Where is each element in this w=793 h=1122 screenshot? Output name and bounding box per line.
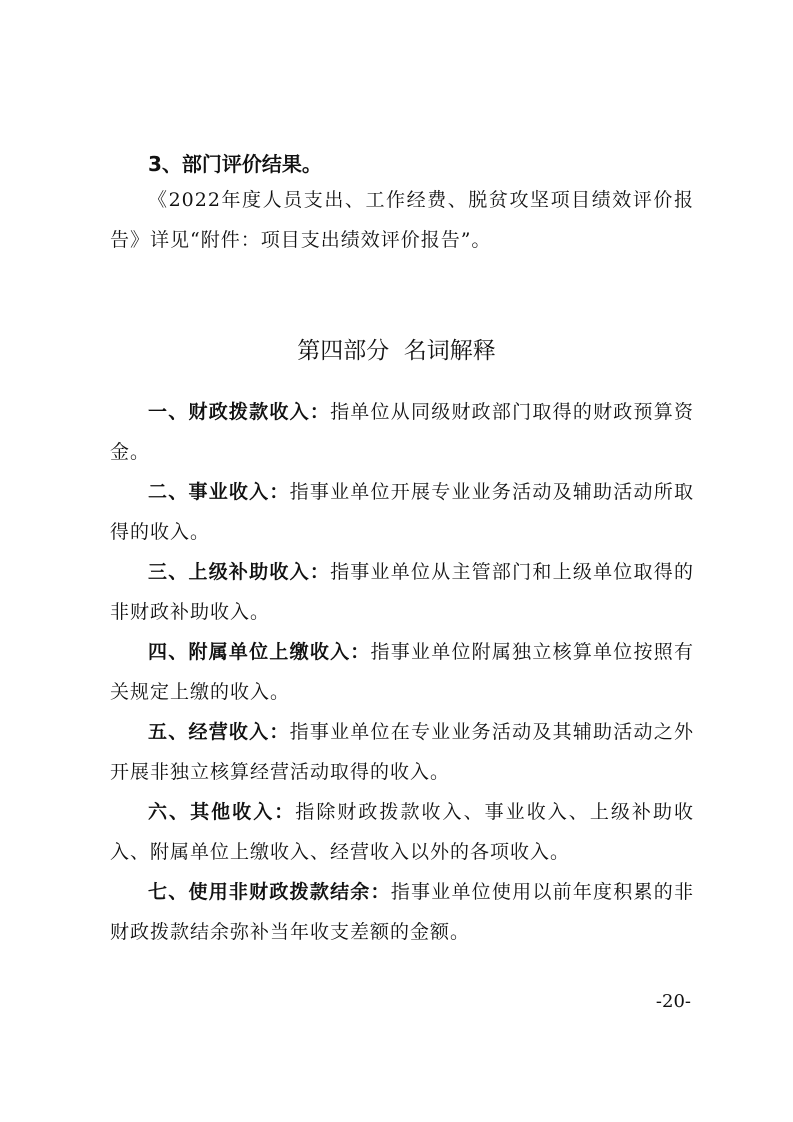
definition-term: 三、上级补助收入： (148, 561, 331, 583)
part-title-glossary: 第四部分 名词解释 (297, 338, 496, 364)
definition-term: 六、其他收入： (148, 801, 296, 823)
definition-term: 二、事业收入： (148, 481, 290, 503)
definition-paragraph (110, 632, 694, 712)
definition-text: 指除财政拨款收入、事业收入、上级补助收入、附属单位上缴收入、经营收入以外的各项收入。 (110, 801, 694, 863)
definition-text: 指事业单位使用以前年度积累的非财政拨款结余弥补当年收支差额的金额。 (110, 881, 694, 943)
definition-text: 指事业单位开展专业业务活动及辅助活动所取得的收入。 (110, 481, 694, 543)
definition-paragraph (110, 392, 694, 472)
definition-paragraph (110, 552, 694, 632)
definition-text: 指事业单位从主管部门和上级单位取得的非财政补助收入。 (110, 561, 694, 623)
definition-paragraph (110, 712, 694, 792)
definition-text: 指事业单位附属独立核算单位按照有关规定上缴的收入。 (110, 641, 694, 703)
definition-paragraph (110, 872, 694, 952)
evaluation-report-paragraph: 《2022年度人员支出、工作经费、脱贫攻坚项目绩效评价报告》详见“附件：项目支出绩效评价报告”。 (110, 189, 694, 251)
definition-term: 七、使用非财政拨款结余： (148, 881, 391, 903)
definition-term: 四、附属单位上缴收入： (148, 641, 371, 663)
definition-paragraph (110, 792, 694, 872)
definition-term: 五、经营收入： (148, 721, 290, 743)
definition-paragraph (110, 472, 694, 552)
section-heading-evaluation-results: 3、部门评价结果。 (148, 152, 322, 176)
page-number: -20- (655, 991, 691, 1012)
definition-text: 指事业单位在专业业务活动及其辅助活动之外开展非独立核算经营活动取得的收入。 (110, 721, 694, 783)
definition-text: 指单位从同级财政部门取得的财政预算资金。 (110, 401, 694, 463)
definition-term: 一、财政拨款收入： (148, 401, 331, 423)
